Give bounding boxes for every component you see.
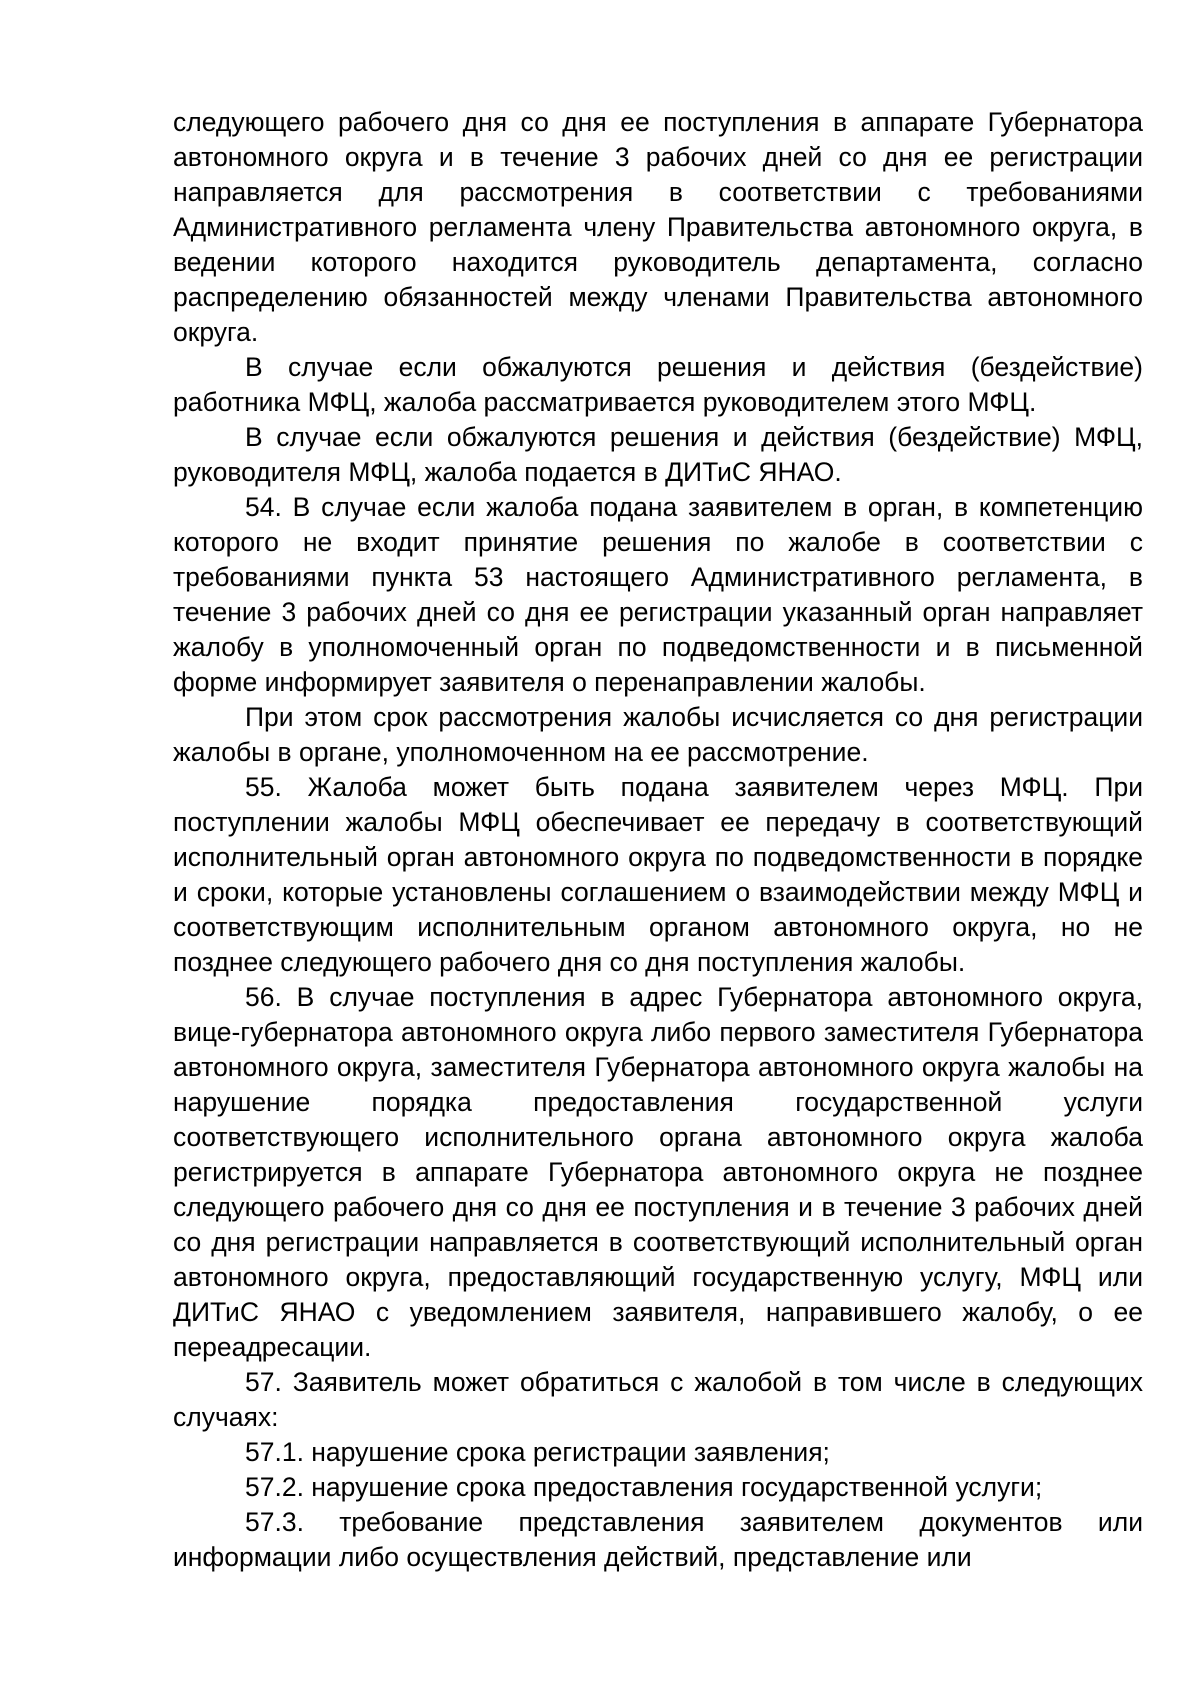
- paragraph-57: 57. Заявитель может обратиться с жалобой в том числе в следующих случаях:: [173, 1367, 1143, 1432]
- paragraph-mfc-complaint: В случае если обжалуются решения и действия (бездействие) МФЦ, руководителя МФЦ, жалоба подается в ДИТиС ЯНАО.: [173, 422, 1143, 487]
- paragraph-57-3: 57.3. требование представления заявителем документов или информации либо осуществления действий, представление или: [173, 1507, 1143, 1572]
- paragraph-56: 56. В случае поступления в адрес Губернатора автономного округа, вице-губернатора автономного округа либо первого заместителя Губернатора автономного округа, заместителя Губернатора автономного округа жалобы на нарушение порядка предоставления государственной услуги соответствующего исполнительного органа автономного округа жалоба регистрируется в аппарате Губернатора автономного округа не позднее следующего рабочего дня со дня ее поступления и в течение 3 рабочих дней со дня регистрации направляется в соответствующий исполнительный орган автономного округа, предоставляющий государственную услугу, МФЦ или ДИТиС ЯНАО с уведомлением заявителя, направившего жалобу, о ее переадресации.: [173, 982, 1143, 1362]
- paragraph-55: 55. Жалоба может быть подана заявителем через МФЦ. При поступлении жалобы МФЦ обеспечивает ее передачу в соответствующий исполнительный орган автономного округа по подведомственности в порядке и сроки, которые установлены соглашением о взаимодействии между МФЦ и соответствующим исполнительным органом автономного округа, но не позднее следующего рабочего дня со дня поступления жалобы.: [173, 772, 1143, 977]
- document-page: [173, 105, 1143, 1575]
- paragraph-review-period: При этом срок рассмотрения жалобы исчисляется со дня регистрации жалобы в органе, уполномоченном на ее рассмотрение.: [173, 702, 1143, 767]
- paragraph-57-2: 57.2. нарушение срока предоставления государственной услуги;: [245, 1472, 1043, 1502]
- paragraph-continuation: следующего рабочего дня со дня ее поступления в аппарате Губернатора автономного округа и в течение 3 рабочих дней со дня ее регистрации направляется для рассмотрения в соответствии с требованиями Административного регламента члену Правительства автономного округа, в ведении которого находится руководитель департамента, согласно распределению обязанностей между членами Правительства автономного округа.: [173, 107, 1143, 347]
- paragraph-mfc-employee-complaint: В случае если обжалуются решения и действия (бездействие) работника МФЦ, жалоба рассматривается руководителем этого МФЦ.: [173, 352, 1143, 417]
- paragraph-57-1: 57.1. нарушение срока регистрации заявления;: [245, 1437, 830, 1467]
- paragraph-54: 54. В случае если жалоба подана заявителем в орган, в компетенцию которого не входит принятие решения по жалобе в соответствии с требованиями пункта 53 настоящего Административного регламента, в течение 3 рабочих дней со дня ее регистрации указанный орган направляет жалобу в уполномоченный орган по подведомственности и в письменной форме информирует заявителя о перенаправлении жалобы.: [173, 492, 1143, 697]
